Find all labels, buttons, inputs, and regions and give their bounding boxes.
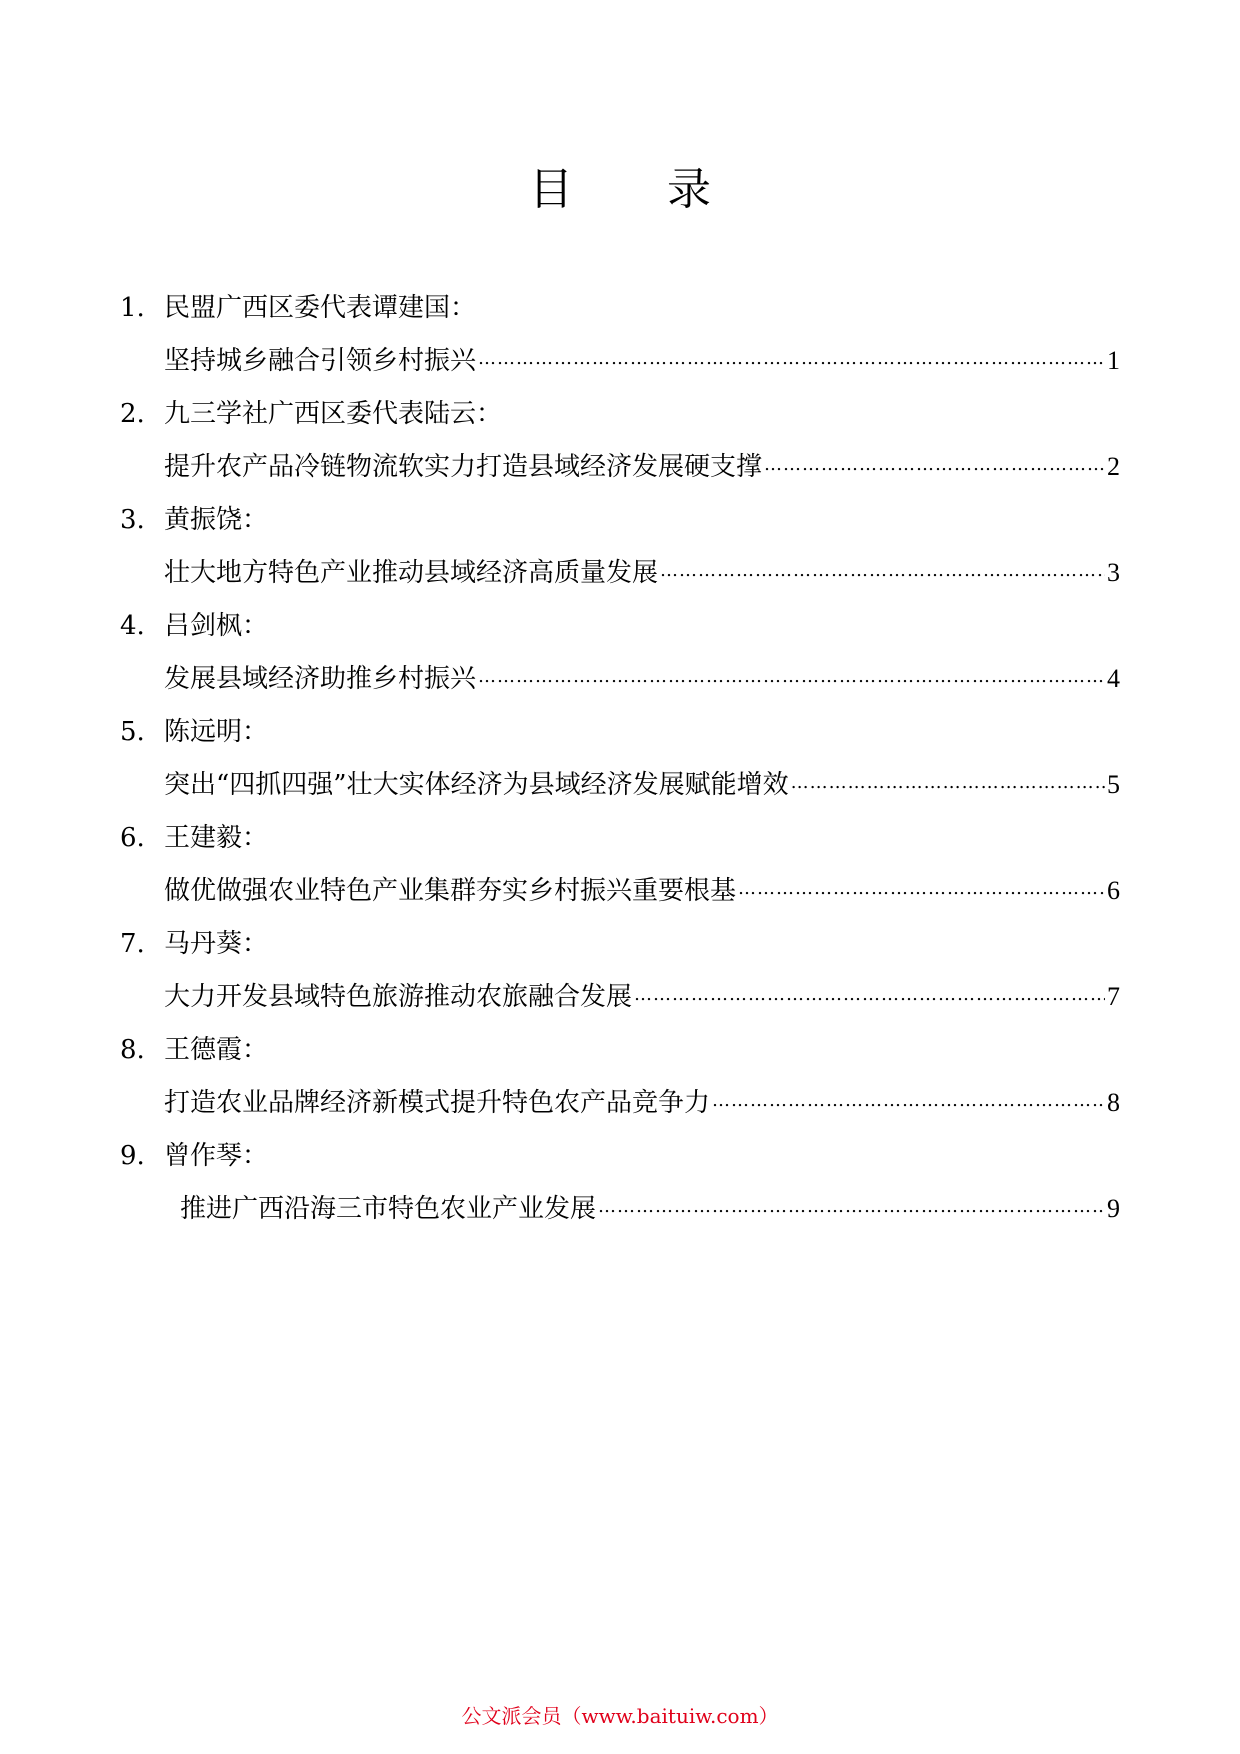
toc-entry-link[interactable]	[120, 1076, 1120, 1130]
toc-entry-head	[120, 812, 1120, 864]
toc-entry-link[interactable]	[120, 440, 1120, 494]
toc-entry-head	[120, 1130, 1120, 1182]
toc-entry-title: 发展县域经济助推乡村振兴	[164, 664, 477, 694]
dot-leader	[478, 650, 1105, 704]
footer-watermark: 公文派会员（www.baituiw.com）	[461, 1704, 779, 1728]
toc-entry-number: 6.	[120, 823, 145, 853]
dot-leader	[712, 1074, 1105, 1128]
toc-entry-link[interactable]	[120, 758, 1120, 812]
dot-leader	[634, 968, 1105, 1022]
toc-entry-6	[120, 812, 1120, 918]
toc-entry-head	[120, 918, 1120, 970]
toc-entry-number: 8.	[120, 1035, 145, 1065]
toc-entry-link[interactable]	[120, 970, 1120, 1024]
toc-entry-speaker: 黄振饶：	[164, 505, 269, 535]
toc-entry-number: 3.	[120, 505, 145, 535]
table-of-contents	[120, 282, 1120, 1236]
toc-entry-page: 7	[1107, 982, 1120, 1011]
toc-entry-title: 做优做强农业特色产业集群夯实乡村振兴重要根基	[164, 876, 737, 906]
toc-entry-page: 6	[1107, 876, 1120, 905]
toc-entry-speaker: 王建毅：	[164, 823, 269, 853]
toc-entry-page: 1	[1107, 346, 1120, 375]
toc-entry-head	[120, 494, 1120, 546]
toc-entry-speaker: 王德霞：	[164, 1035, 269, 1065]
toc-entry-title: 打造农业品牌经济新模式提升特色农产品竞争力	[164, 1088, 711, 1118]
toc-entry-number: 7.	[120, 929, 145, 959]
toc-entry-1	[120, 282, 1120, 388]
toc-entry-page: 4	[1107, 664, 1120, 693]
toc-entry-head	[120, 706, 1120, 758]
toc-entry-2	[120, 388, 1120, 494]
dot-leader	[764, 438, 1105, 492]
toc-entry-title: 推进广西沿海三市特色农业产业发展	[180, 1194, 597, 1224]
toc-entry-title: 突出“四抓四强”壮大实体经济为县域经济发展赋能增效	[164, 770, 789, 800]
dot-leader	[478, 332, 1105, 386]
toc-entry-7	[120, 918, 1120, 1024]
toc-entry-3	[120, 494, 1120, 600]
toc-entry-link[interactable]	[120, 334, 1120, 388]
dot-leader	[660, 544, 1105, 598]
toc-entry-title: 壮大地方特色产业推动县域经济高质量发展	[164, 558, 659, 588]
toc-entry-4	[120, 600, 1120, 706]
dot-leader	[598, 1180, 1105, 1234]
toc-entry-number: 1.	[120, 293, 145, 323]
toc-entry-link[interactable]	[120, 1182, 1120, 1236]
toc-entry-title: 大力开发县域特色旅游推动农旅融合发展	[164, 982, 633, 1012]
toc-entry-number: 9.	[120, 1141, 145, 1171]
dot-leader	[791, 756, 1105, 810]
toc-entry-link[interactable]	[120, 546, 1120, 600]
toc-entry-speaker: 陈远明：	[164, 717, 269, 747]
toc-entry-number: 2.	[120, 399, 145, 429]
toc-entry-title: 坚持城乡融合引领乡村振兴	[164, 346, 477, 376]
toc-entry-link[interactable]	[120, 864, 1120, 918]
toc-entry-title: 提升农产品冷链物流软实力打造县域经济发展硬支撑	[164, 452, 763, 482]
toc-entry-speaker: 吕剑枫：	[164, 611, 269, 641]
toc-entry-8	[120, 1024, 1120, 1130]
toc-entry-speaker: 民盟广西区委代表谭建国：	[164, 293, 477, 323]
page-title: 目 录	[529, 164, 751, 215]
toc-entry-page: 8	[1107, 1088, 1120, 1117]
toc-entry-head	[120, 282, 1120, 334]
toc-entry-speaker: 九三学社广西区委代表陆云：	[164, 399, 503, 429]
toc-entry-head	[120, 600, 1120, 652]
toc-entry-speaker: 曾作琴：	[164, 1141, 269, 1171]
toc-entry-head	[120, 388, 1120, 440]
toc-entry-head	[120, 1024, 1120, 1076]
dot-leader	[738, 862, 1105, 916]
toc-entry-number: 4.	[120, 611, 145, 641]
toc-entry-page: 5	[1107, 770, 1120, 799]
toc-entry-link[interactable]	[120, 652, 1120, 706]
toc-entry-5	[120, 706, 1120, 812]
toc-entry-page: 9	[1107, 1194, 1120, 1223]
toc-entry-speaker: 马丹葵：	[164, 929, 269, 959]
toc-entry-number: 5.	[120, 717, 145, 747]
toc-entry-page: 3	[1107, 558, 1120, 587]
toc-entry-page: 2	[1107, 452, 1120, 481]
toc-entry-9	[120, 1130, 1120, 1236]
